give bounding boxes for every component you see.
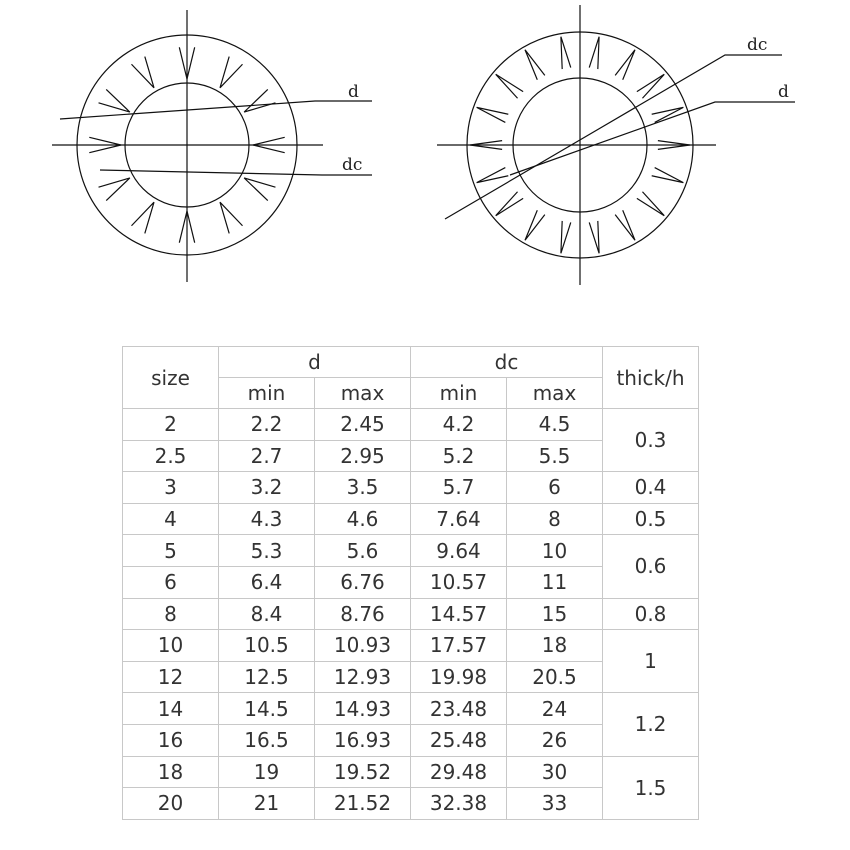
cell-dc-max: 33 <box>507 788 603 820</box>
table-row <box>123 535 699 567</box>
right-label-d: d <box>778 82 789 102</box>
cell-dc-max: 8 <box>507 503 603 535</box>
cell-thickness: 0.4 <box>603 472 699 504</box>
table-row <box>123 756 699 788</box>
right-tooth <box>589 37 599 69</box>
cell-size: 2.5 <box>123 440 219 472</box>
left-label-dc: dc <box>342 155 363 175</box>
cell-thickness: 0.3 <box>603 409 699 472</box>
cell-d-max: 12.93 <box>315 661 411 693</box>
cell-d-max: 16.93 <box>315 724 411 756</box>
cell-size: 20 <box>123 788 219 820</box>
cell-d-max: 21.52 <box>315 788 411 820</box>
cell-d-min: 8.4 <box>219 598 315 630</box>
left-tooth <box>220 202 243 233</box>
cell-d-min: 21 <box>219 788 315 820</box>
right-tooth <box>496 74 523 98</box>
header-size: size <box>123 347 219 409</box>
cell-dc-max: 20.5 <box>507 661 603 693</box>
table-row <box>123 693 699 725</box>
cell-d-max: 8.76 <box>315 598 411 630</box>
left-label-d: d <box>348 82 359 102</box>
left-tooth <box>220 57 243 88</box>
cell-dc-min: 17.57 <box>411 630 507 662</box>
cell-thickness: 0.6 <box>603 535 699 598</box>
cell-size: 12 <box>123 661 219 693</box>
table-row <box>123 409 699 441</box>
cell-d-min: 19 <box>219 756 315 788</box>
left-leader-d <box>60 101 372 119</box>
cell-d-min: 6.4 <box>219 566 315 598</box>
table-row <box>123 472 699 504</box>
cell-d-min: 2.7 <box>219 440 315 472</box>
cell-size: 16 <box>123 724 219 756</box>
right-tooth <box>637 74 664 98</box>
cell-thickness: 0.8 <box>603 598 699 630</box>
cell-dc-min: 5.7 <box>411 472 507 504</box>
cell-dc-min: 10.57 <box>411 566 507 598</box>
cell-d-max: 6.76 <box>315 566 411 598</box>
cell-dc-min: 14.57 <box>411 598 507 630</box>
cell-d-min: 14.5 <box>219 693 315 725</box>
cell-d-max: 14.93 <box>315 693 411 725</box>
cell-dc-max: 4.5 <box>507 409 603 441</box>
cell-dc-max: 15 <box>507 598 603 630</box>
cell-d-min: 5.3 <box>219 535 315 567</box>
cell-size: 14 <box>123 693 219 725</box>
cell-d-min: 10.5 <box>219 630 315 662</box>
cell-d-max: 19.52 <box>315 756 411 788</box>
left-tooth <box>244 178 275 201</box>
left-tooth <box>99 89 130 112</box>
cell-d-min: 2.2 <box>219 409 315 441</box>
cell-dc-min: 5.2 <box>411 440 507 472</box>
header-d: d <box>219 347 411 378</box>
right-tooth <box>561 37 571 69</box>
table-row <box>123 630 699 662</box>
cell-d-min: 3.2 <box>219 472 315 504</box>
right-tooth <box>615 210 635 240</box>
right-leader-d <box>510 102 795 175</box>
right-tooth <box>589 221 599 253</box>
cell-size: 5 <box>123 535 219 567</box>
header-dc-max: max <box>507 378 603 409</box>
right-tooth <box>525 50 545 80</box>
right-tooth <box>615 50 635 80</box>
table-row <box>123 503 699 535</box>
cell-dc-min: 32.38 <box>411 788 507 820</box>
left-tooth <box>99 178 130 201</box>
cell-dc-min: 23.48 <box>411 693 507 725</box>
cell-size: 2 <box>123 409 219 441</box>
right-tooth <box>525 210 545 240</box>
header-thick: thick/h <box>603 347 699 409</box>
cell-dc-min: 7.64 <box>411 503 507 535</box>
cell-size: 18 <box>123 756 219 788</box>
cell-d-min: 4.3 <box>219 503 315 535</box>
cell-dc-max: 26 <box>507 724 603 756</box>
cell-dc-max: 11 <box>507 566 603 598</box>
cell-dc-max: 5.5 <box>507 440 603 472</box>
cell-dc-min: 25.48 <box>411 724 507 756</box>
cell-dc-max: 10 <box>507 535 603 567</box>
external-tooth-washer-drawing <box>437 5 795 285</box>
right-tooth <box>477 107 509 122</box>
cell-d-min: 12.5 <box>219 661 315 693</box>
left-leader-dc <box>100 170 372 175</box>
cell-dc-min: 19.98 <box>411 661 507 693</box>
table-row <box>123 598 699 630</box>
cell-dc-min: 4.2 <box>411 409 507 441</box>
cell-d-max: 5.6 <box>315 535 411 567</box>
internal-tooth-washer-drawing <box>52 10 372 282</box>
cell-d-max: 10.93 <box>315 630 411 662</box>
cell-dc-min: 29.48 <box>411 756 507 788</box>
washer-drawings <box>0 0 850 330</box>
cell-dc-max: 30 <box>507 756 603 788</box>
cell-thickness: 0.5 <box>603 503 699 535</box>
cell-d-max: 2.95 <box>315 440 411 472</box>
cell-size: 6 <box>123 566 219 598</box>
cell-d-min: 16.5 <box>219 724 315 756</box>
right-tooth <box>496 192 523 216</box>
right-tooth <box>652 168 684 183</box>
cell-size: 10 <box>123 630 219 662</box>
cell-size: 3 <box>123 472 219 504</box>
cell-size: 8 <box>123 598 219 630</box>
right-leader-dc <box>445 55 782 219</box>
cell-size: 4 <box>123 503 219 535</box>
cell-dc-min: 9.64 <box>411 535 507 567</box>
cell-thickness: 1 <box>603 630 699 693</box>
cell-dc-max: 24 <box>507 693 603 725</box>
right-tooth <box>561 221 571 253</box>
washer-spec-table <box>122 346 699 820</box>
cell-d-max: 4.6 <box>315 503 411 535</box>
cell-thickness: 1.2 <box>603 693 699 756</box>
cell-dc-max: 6 <box>507 472 603 504</box>
cell-dc-max: 18 <box>507 630 603 662</box>
right-tooth <box>637 192 664 216</box>
header-d-min: min <box>219 378 315 409</box>
right-label-dc: dc <box>747 35 768 55</box>
cell-d-max: 3.5 <box>315 472 411 504</box>
header-d-max: max <box>315 378 411 409</box>
left-tooth <box>131 57 154 88</box>
left-tooth <box>244 89 275 112</box>
cell-d-max: 2.45 <box>315 409 411 441</box>
right-tooth <box>477 168 509 183</box>
left-tooth <box>131 202 154 233</box>
header-dc-min: min <box>411 378 507 409</box>
header-dc: dc <box>411 347 603 378</box>
cell-thickness: 1.5 <box>603 756 699 819</box>
table-body <box>123 409 699 820</box>
